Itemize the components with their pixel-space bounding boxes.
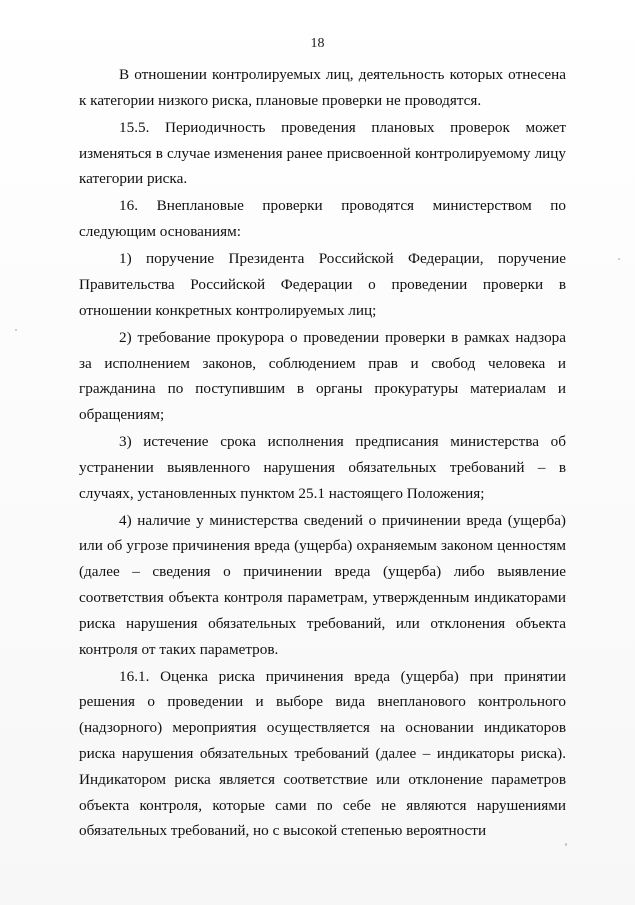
- paragraph-16-item-1: 1) поручение Президента Российской Федерации, поручение Правительства Российской Федерации о проведении проверки в отношении конкретных контролируемых лиц;: [79, 250, 566, 319]
- paragraph-15-5: 15.5. Периодичность проведения плановых проверок может изменяться в случае изменения ранее присвоенной контролируемому лицу категории риска.: [79, 118, 566, 188]
- page-number: 18: [310, 36, 325, 51]
- scan-speck: [565, 843, 567, 846]
- paragraph-16-item-3: 3) истечение срока исполнения предписания министерства об устранении выявленного нарушения обязательных требований – в случаях, установленных пунктом 25.1 настоящего Положения;: [79, 433, 566, 502]
- paragraph-16-item-4: 4) наличие у министерства сведений о причинении вреда (ущерба) или об угрозе причинения вреда (ущерба) охраняемым законом ценностям (далее – сведения о причинении вреда (ущерба) либо выявление соответствия объекта контроля параметрам, утвержденным индикаторами риска нарушения обязательных требований, или отклонения объекта контроля от таких параметров.: [79, 511, 566, 658]
- paragraph-16: 16. Внеплановые проверки проводятся министерством по следующим основаниям:: [79, 197, 566, 241]
- paragraph-16-item-2: 2) требование прокурора о проведении проверки в рамках надзора за исполнением законов, соблюдением прав и свобод человека и гражданина по поступившим в органы прокуратуры материалам и обращениям;: [79, 328, 566, 424]
- document-body: [79, 62, 566, 845]
- paragraph-16-1: 16.1. Оценка риска причинения вреда (ущерба) при принятии решения о проведении и выборе вида внепланового контрольного (надзорного) мероприятия осуществляется на основании индикаторов риска нарушения обязательных требований (далее – индикаторы риска). Индикатором риска является соответствие или отклонение параметров объекта контроля, которые сами по себе не являются нарушениями обязательных требований, но с высокой степенью вероятности: [79, 667, 566, 840]
- scan-speck: [618, 258, 620, 260]
- scan-speck: [15, 329, 17, 331]
- paragraph-low-risk: В отношении контролируемых лиц, деятельность которых отнесена к категории низкого риска, плановые проверки не проводятся.: [79, 66, 566, 109]
